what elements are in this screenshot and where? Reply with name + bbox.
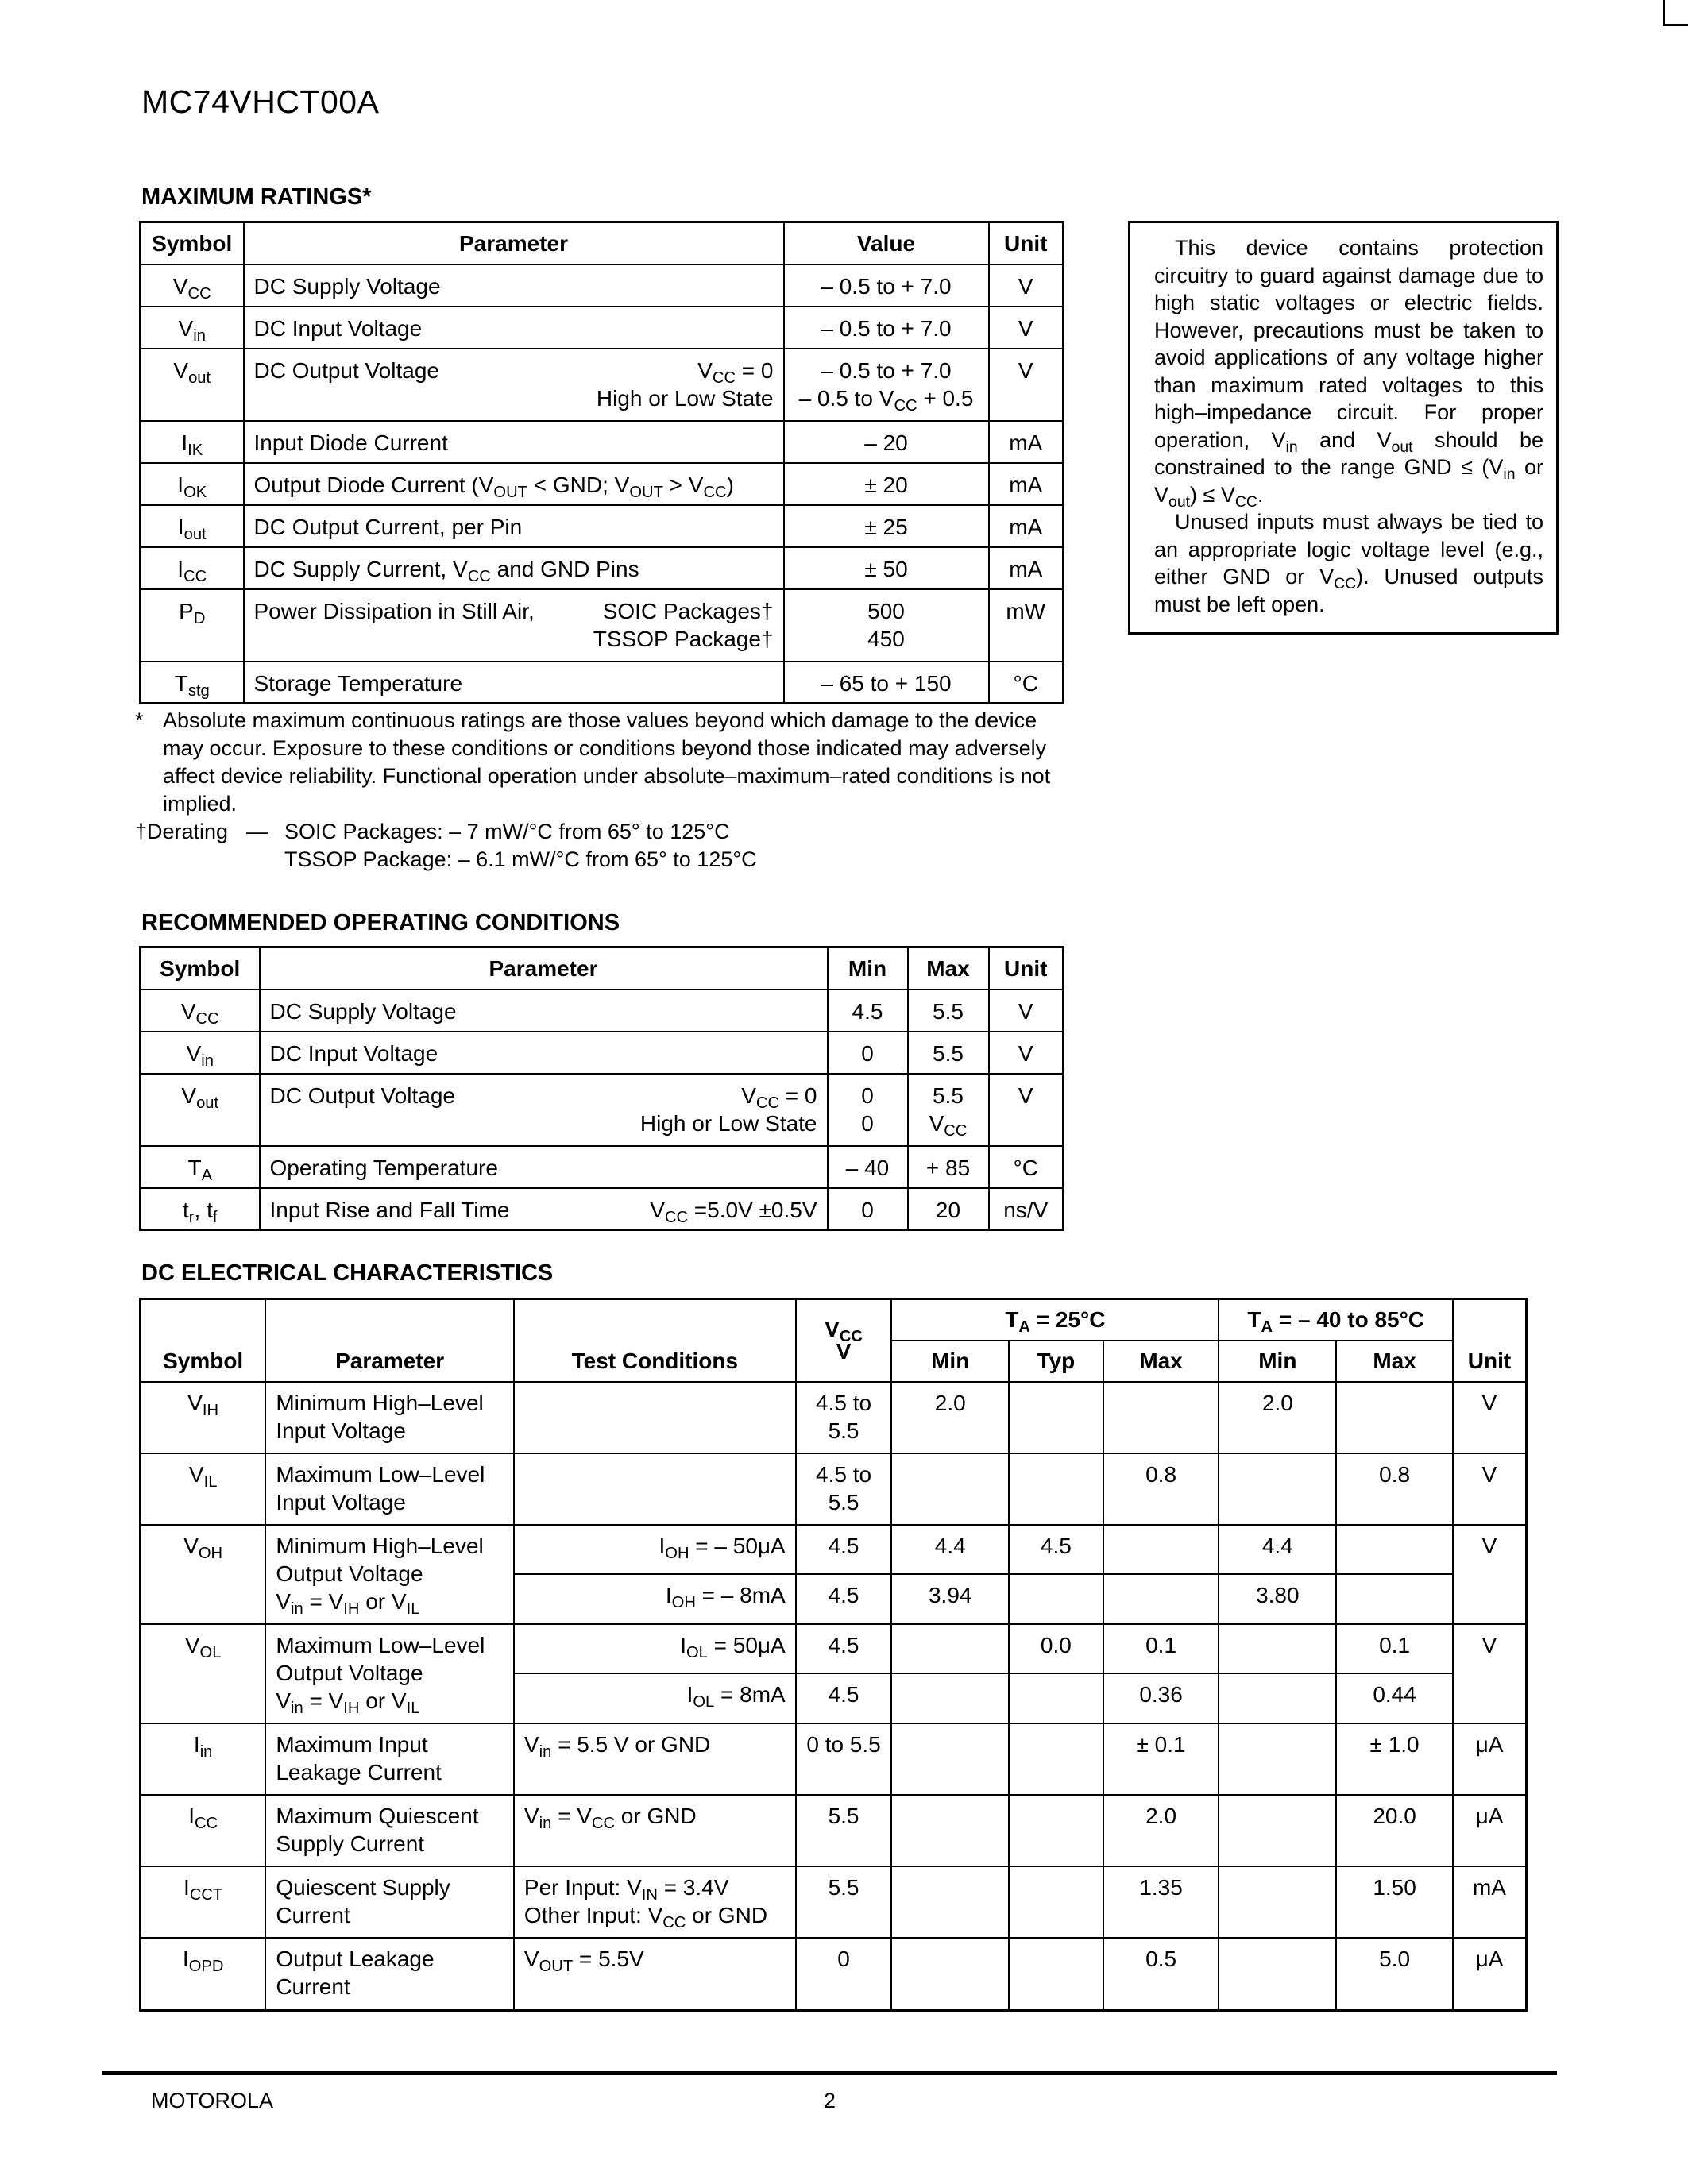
unit-cell: °C <box>989 1146 1064 1188</box>
max-ratings-table <box>139 221 1064 704</box>
table-row <box>141 1453 1527 1525</box>
typ-cell <box>1009 1453 1103 1525</box>
parameter-cell: Operating Temperature <box>260 1146 828 1188</box>
symbol-cell: $V_{in}$ <box>141 1032 260 1074</box>
typ-cell <box>1009 1938 1103 2011</box>
col-header-test-conditions: Test Conditions <box>514 1299 796 1382</box>
min-ext-cell <box>1219 1624 1336 1673</box>
vcc-cell: 4.5 <box>796 1525 892 1574</box>
value-cell: ± 25 <box>784 505 989 547</box>
max-ext-cell <box>1336 1525 1453 1574</box>
page-number: 2 <box>824 2089 836 2113</box>
max-cell: 2.0 <box>1103 1795 1219 1866</box>
col-header-ta-ext: $T_A$ = – 40 to 85°C <box>1219 1299 1453 1341</box>
min-ext-cell <box>1219 1723 1336 1795</box>
table-row <box>141 1624 1527 1673</box>
min-cell <box>891 1624 1009 1673</box>
min-cell: 0 0 <box>828 1074 908 1146</box>
parameter-cell: DC Output Current, per Pin <box>244 505 784 547</box>
test-cell <box>514 1382 796 1453</box>
parameter-cell: DC Input Voltage <box>260 1032 828 1074</box>
parameter-cell: DC Supply Current, $V_{CC}$ and GND Pins <box>244 547 784 589</box>
esd-info-box <box>1128 221 1559 635</box>
parameter-cell: Minimum High–Level Output Voltage $V_{in} = V_{IH}$ or $V_{IL}$ <box>265 1525 514 1624</box>
table-row <box>141 349 1064 421</box>
unit-cell: mA <box>989 421 1064 463</box>
derating-note: †Derating — SOIC Packages: – 7 mW/°C from 65° to 125°C TSSOP Package: – 6.1 mW/°C from 65° to 125°C <box>135 820 757 871</box>
vcc-cell: 5.5 <box>796 1795 892 1866</box>
min-cell <box>891 1723 1009 1795</box>
col-header-value: Value <box>784 222 989 264</box>
col-header-unit: Unit <box>1453 1299 1527 1382</box>
col-header-parameter: Parameter <box>265 1299 514 1382</box>
max-ratings-title: MAXIMUM RATINGS* <box>141 184 372 210</box>
symbol-cell: $I_{OK}$ <box>141 463 244 505</box>
parameter-cell: DC Input Voltage <box>244 307 784 349</box>
table-header-row <box>141 947 1064 990</box>
part-number-header: MC74VHCT00A <box>141 83 380 120</box>
parameter-cell: DC Supply Voltage <box>244 264 784 307</box>
col-header-parameter: Parameter <box>260 947 828 990</box>
parameter-cell: Maximum Low–Level Input Voltage <box>265 1453 514 1525</box>
symbol-cell: $V_{IH}$ <box>141 1382 266 1453</box>
col-header-vcc: $V_{CC}$ V <box>796 1299 892 1382</box>
min-cell: 3.94 <box>891 1574 1009 1624</box>
col-header-symbol: Symbol <box>141 1299 266 1382</box>
value-cell: ± 20 <box>784 463 989 505</box>
symbol-cell: $I_{CCT}$ <box>141 1866 266 1938</box>
max-cell: 20 <box>908 1188 989 1230</box>
footer-rule <box>102 2071 1557 2075</box>
col-header-max-ext: Max <box>1336 1341 1453 1382</box>
table-row <box>141 1938 1527 2011</box>
table-header-row <box>141 1299 1527 1341</box>
test-cell: $V_{in} = V_{CC}$ or GND <box>514 1795 796 1866</box>
table-header-row <box>141 222 1064 264</box>
max-ext-cell <box>1336 1574 1453 1624</box>
max-cell <box>1103 1525 1219 1574</box>
value-cell: – 0.5 to + 7.0 <box>784 264 989 307</box>
col-header-min: Min <box>891 1341 1009 1382</box>
unit-cell: V <box>1453 1624 1527 1723</box>
value-cell: 500 450 <box>784 589 989 662</box>
max-cell: + 85 <box>908 1146 989 1188</box>
test-cell <box>514 1453 796 1525</box>
max-ext-cell: 5.0 <box>1336 1938 1453 2011</box>
symbol-cell: $t_r$, $t_f$ <box>141 1188 260 1230</box>
test-cell: $I_{OH}$ = – 8mA <box>514 1574 796 1624</box>
symbol-cell: $V_{out}$ <box>141 1074 260 1146</box>
col-header-min-ext: Min <box>1219 1341 1336 1382</box>
unit-cell: V <box>989 990 1064 1032</box>
symbol-cell: $V_{OL}$ <box>141 1624 266 1723</box>
info-paragraph: This device contains protection circuitry to guard against damage due to high static voltages or electric fields. However, precautions must be taken to avoid applications of any voltage higher than maximum rated voltages to this high–impedance circuit. For proper operation, $V_{in}$ and $V_{out}$ should be constrained to the range GND ≤ ($V_{in}$ or $V_{out}) \le V_{CC}$. <box>1154 236 1543 511</box>
parameter-cell: Power Dissipation in Still Air, SOIC Packages† TSSOP Package† <box>244 589 784 662</box>
symbol-cell: $V_{in}$ <box>141 307 244 349</box>
symbol-cell: $V_{OH}$ <box>141 1525 266 1624</box>
unit-cell: mA <box>1453 1866 1527 1938</box>
parameter-cell: Maximum Low–Level Output Voltage $V_{in} = V_{IH}$ or $V_{IL}$ <box>265 1624 514 1723</box>
col-header-symbol: Symbol <box>141 947 260 990</box>
parameter-cell: Maximum Quiescent Supply Current <box>265 1795 514 1866</box>
info-paragraph: Unused inputs must always be tied to an appropriate logic voltage level (e.g., either GND or $V_{CC}$). Unused outputs must be left open. <box>1154 510 1543 616</box>
parameter-cell: Storage Temperature <box>244 662 784 704</box>
symbol-cell: $V_{IL}$ <box>141 1453 266 1525</box>
test-cell: $I_{OL} = 50\mu A$ <box>514 1624 796 1673</box>
table-row <box>141 1525 1527 1574</box>
unit-cell: V <box>1453 1382 1527 1453</box>
table-row <box>141 421 1064 463</box>
symbol-cell: $I_{out}$ <box>141 505 244 547</box>
min-cell: – 40 <box>828 1146 908 1188</box>
min-cell: 4.5 <box>828 990 908 1032</box>
table-row <box>141 1074 1064 1146</box>
symbol-cell: $I_{OPD}$ <box>141 1938 266 2011</box>
table-row <box>141 1032 1064 1074</box>
rec-op-table <box>139 946 1064 1231</box>
symbol-cell: $T_{stg}$ <box>141 662 244 704</box>
value-cell: – 20 <box>784 421 989 463</box>
min-ext-cell <box>1219 1453 1336 1525</box>
typ-cell <box>1009 1723 1103 1795</box>
max-cell: ± 0.1 <box>1103 1723 1219 1795</box>
dc-char-table <box>139 1298 1528 2012</box>
max-ext-cell: 0.8 <box>1336 1453 1453 1525</box>
parameter-cell: DC Output Voltage $V_{CC} = 0$ High or Low State <box>260 1074 828 1146</box>
typ-cell <box>1009 1574 1103 1624</box>
table-row <box>141 505 1064 547</box>
max-ext-cell <box>1336 1382 1453 1453</box>
table-row <box>141 547 1064 589</box>
vcc-cell: 5.5 <box>796 1866 892 1938</box>
col-header-ta-25: $T_A = 25^\circ C$ <box>891 1299 1219 1341</box>
min-cell: 0 <box>828 1032 908 1074</box>
unit-cell: mA <box>989 463 1064 505</box>
unit-cell: mA <box>989 547 1064 589</box>
unit-cell: V <box>989 1074 1064 1146</box>
table-row <box>141 589 1064 662</box>
min-ext-cell: 3.80 <box>1219 1574 1336 1624</box>
unit-cell: V <box>989 264 1064 307</box>
symbol-cell: $I_{IK}$ <box>141 421 244 463</box>
col-header-unit: Unit <box>989 222 1064 264</box>
vcc-cell: 4.5 to 5.5 <box>796 1382 892 1453</box>
rec-op-title: RECOMMENDED OPERATING CONDITIONS <box>141 910 620 936</box>
parameter-cell: Input Diode Current <box>244 421 784 463</box>
max-cell: 0.1 <box>1103 1624 1219 1673</box>
max-ext-cell: 0.1 <box>1336 1624 1453 1673</box>
col-header-typ: Typ <box>1009 1341 1103 1382</box>
parameter-cell: Input Rise and Fall Time $V_{CC} =5.0V \pm 0.5V$ <box>260 1188 828 1230</box>
table-row <box>141 990 1064 1032</box>
max-ext-cell: 0.44 <box>1336 1673 1453 1723</box>
symbol-cell: $P_D$ <box>141 589 244 662</box>
min-cell <box>891 1938 1009 2011</box>
symbol-cell: $I_{in}$ <box>141 1723 266 1795</box>
unit-cell: V <box>1453 1525 1527 1624</box>
typ-cell: 0.0 <box>1009 1624 1103 1673</box>
min-ext-cell <box>1219 1673 1336 1723</box>
table-row <box>141 1382 1527 1453</box>
col-header-max: Max <box>1103 1341 1219 1382</box>
unit-cell: V <box>989 307 1064 349</box>
max-ext-cell: ± 1.0 <box>1336 1723 1453 1795</box>
symbol-cell: $I_{CC}$ <box>141 547 244 589</box>
symbol-cell: $V_{CC}$ <box>141 990 260 1032</box>
table-row <box>141 1723 1527 1795</box>
table-row <box>141 1795 1527 1866</box>
vcc-cell: 0 <box>796 1938 892 2011</box>
max-cell: 5.5 <box>908 990 989 1032</box>
symbol-cell: $V_{CC}$ <box>141 264 244 307</box>
max-cell: 0.8 <box>1103 1453 1219 1525</box>
unit-cell: V <box>1453 1453 1527 1525</box>
min-cell <box>891 1866 1009 1938</box>
footer-brand: MOTOROLA <box>151 2089 274 2113</box>
parameter-cell: Output Leakage Current <box>265 1938 514 2011</box>
vcc-cell: 4.5 to 5.5 <box>796 1453 892 1525</box>
unit-cell: ns/V <box>989 1188 1064 1230</box>
col-header-unit: Unit <box>989 947 1064 990</box>
value-cell: ± 50 <box>784 547 989 589</box>
typ-cell <box>1009 1673 1103 1723</box>
max-cell: 5.5 $V_{CC}$ <box>908 1074 989 1146</box>
unit-cell: V <box>989 1032 1064 1074</box>
min-cell <box>891 1673 1009 1723</box>
parameter-cell: DC Output Voltage $V_{CC} = 0$ High or Low State <box>244 349 784 421</box>
table-row <box>141 1188 1064 1230</box>
table-row <box>141 463 1064 505</box>
typ-cell: 4.5 <box>1009 1525 1103 1574</box>
unit-cell: mA <box>989 505 1064 547</box>
min-ext-cell <box>1219 1866 1336 1938</box>
dc-char-title: DC ELECTRICAL CHARACTERISTICS <box>141 1260 554 1286</box>
typ-cell <box>1009 1795 1103 1866</box>
col-header-max: Max <box>908 947 989 990</box>
test-cell: Per Input: $V_{IN} = 3.4V$ Other Input: $V_{CC}$ or GND <box>514 1866 796 1938</box>
min-cell: 0 <box>828 1188 908 1230</box>
min-cell: 2.0 <box>891 1382 1009 1453</box>
table-row <box>141 662 1064 704</box>
footnote: * Absolute maximum continuous ratings are those values beyond which damage to the device may occur. Exposure to these conditions or conditions beyond those indicated may adversely affect device reliability. Functional operation under absolute–maximum–rated conditions is not implied. <box>135 708 1051 816</box>
parameter-cell: DC Supply Voltage <box>260 990 828 1032</box>
max-ext-cell: 20.0 <box>1336 1795 1453 1866</box>
unit-cell: °C <box>989 662 1064 704</box>
min-ext-cell: 4.4 <box>1219 1525 1336 1574</box>
typ-cell <box>1009 1382 1103 1453</box>
test-cell: $I_{OL} = 8mA$ <box>514 1673 796 1723</box>
parameter-cell: Output Diode Current ($V_{OUT}$ < GND; $V_{OUT} > V_{CC}$) <box>244 463 784 505</box>
symbol-cell: $I_{CC}$ <box>141 1795 266 1866</box>
value-cell: – 65 to + 150 <box>784 662 989 704</box>
typ-cell <box>1009 1866 1103 1938</box>
value-cell: – 0.5 to + 7.0 – 0.5 to $V_{CC} + 0.5$ <box>784 349 989 421</box>
min-ext-cell <box>1219 1938 1336 2011</box>
value-cell: – 0.5 to + 7.0 <box>784 307 989 349</box>
min-ext-cell: 2.0 <box>1219 1382 1336 1453</box>
table-row <box>141 1146 1064 1188</box>
min-cell: 4.4 <box>891 1525 1009 1574</box>
max-cell: 0.36 <box>1103 1673 1219 1723</box>
vcc-cell: 4.5 <box>796 1574 892 1624</box>
table-row <box>141 264 1064 307</box>
unit-cell: mW <box>989 589 1064 662</box>
symbol-cell: $V_{out}$ <box>141 349 244 421</box>
table-row <box>141 307 1064 349</box>
col-header-parameter: Parameter <box>244 222 784 264</box>
col-header-min: Min <box>828 947 908 990</box>
unit-cell: μA <box>1453 1938 1527 2011</box>
symbol-cell: $T_A$ <box>141 1146 260 1188</box>
col-header-symbol: Symbol <box>141 222 244 264</box>
max-cell: 1.35 <box>1103 1866 1219 1938</box>
parameter-cell: Minimum High–Level Input Voltage <box>265 1382 514 1453</box>
max-cell <box>1103 1574 1219 1624</box>
crop-mark <box>1663 0 1688 26</box>
min-cell <box>891 1453 1009 1525</box>
max-cell: 5.5 <box>908 1032 989 1074</box>
max-ratings-notes <box>135 707 1072 874</box>
max-cell <box>1103 1382 1219 1453</box>
max-cell: 0.5 <box>1103 1938 1219 2011</box>
test-cell: $V_{in} = 5.5$ V or GND <box>514 1723 796 1795</box>
unit-cell: μA <box>1453 1723 1527 1795</box>
unit-cell: μA <box>1453 1795 1527 1866</box>
vcc-cell: 0 to 5.5 <box>796 1723 892 1795</box>
table-row <box>141 1866 1527 1938</box>
parameter-cell: Maximum Input Leakage Current <box>265 1723 514 1795</box>
unit-cell: V <box>989 349 1064 421</box>
vcc-cell: 4.5 <box>796 1624 892 1673</box>
min-ext-cell <box>1219 1795 1336 1866</box>
max-ext-cell: 1.50 <box>1336 1866 1453 1938</box>
vcc-cell: 4.5 <box>796 1673 892 1723</box>
parameter-cell: Quiescent Supply Current <box>265 1866 514 1938</box>
test-cell: $V_{OUT} = 5.5V$ <box>514 1938 796 2011</box>
test-cell: $I_{OH}$ = – 50μA <box>514 1525 796 1574</box>
min-cell <box>891 1795 1009 1866</box>
